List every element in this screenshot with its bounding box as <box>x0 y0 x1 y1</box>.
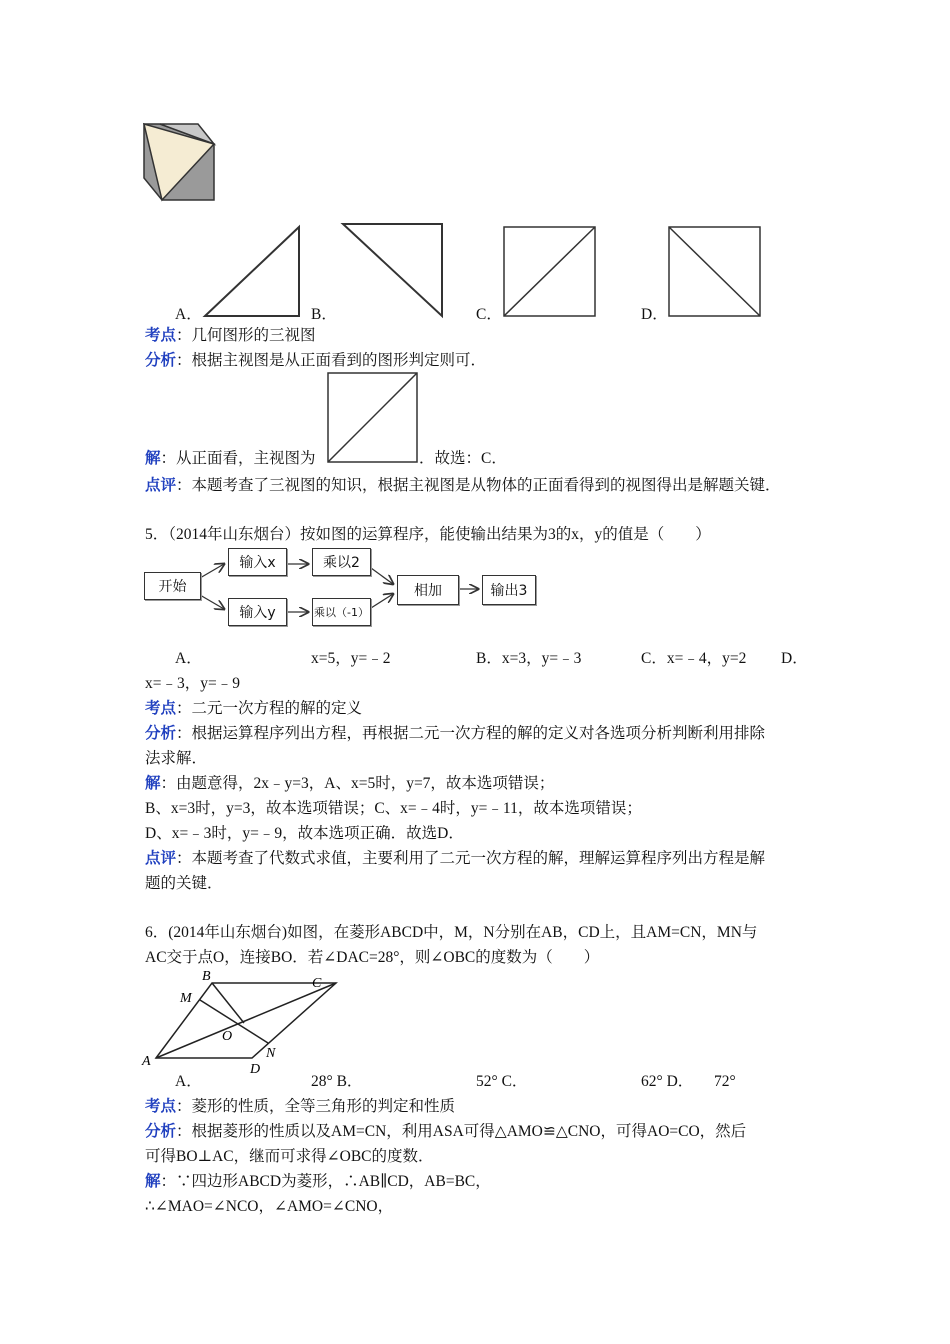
q6-option-b: 52° C． <box>476 1073 528 1090</box>
dianping-text: ：本题考查了三视图的知识，根据主视图是从物体的正面看得到的视图得出是解题关键． <box>176 477 781 494</box>
fenxi-text: ：根据主视图是从正面看到的图形判定则可． <box>176 352 487 369</box>
q4-option-c-label: C． <box>476 306 502 323</box>
kaodian-text: ：二元一次方程的解的定义 <box>176 700 363 717</box>
flow-multiply-2: 乘以2 <box>312 548 371 576</box>
dianping-label: 点评 <box>145 477 177 494</box>
q5-dianping-cont: 题的关键． <box>145 875 223 892</box>
q5-jie-line2: B、x=3时，y=3，故本选项错误；C、x=﹣4时，y=﹣11，故本选项错误； <box>145 800 642 817</box>
flow-start: 开始 <box>144 572 201 600</box>
q4-option-b-label: B． <box>311 306 337 323</box>
q5-option-a-label: A． <box>175 650 202 667</box>
kaodian-label: 考点 <box>145 327 177 344</box>
q5-fenxi <box>145 723 765 745</box>
point-b-label: B <box>202 969 211 984</box>
kaodian-label: 考点 <box>145 700 177 717</box>
kaodian-text: ：几何图形的三视图 <box>176 327 316 344</box>
q6-fenxi <box>145 1121 746 1143</box>
q6-fenxi-cont: 可得BO⊥AC，继而可求得∠OBC的度数． <box>145 1148 434 1165</box>
jie-text: ：∵四边形ABCD为菱形，∴AB∥CD，AB=BC， <box>160 1173 491 1190</box>
q4-option-d-label: D． <box>641 306 668 323</box>
flow-input-x: 输入x <box>228 548 287 576</box>
q4-option-a-label: A． <box>175 306 202 323</box>
q6-kaodian <box>145 1096 455 1118</box>
q6-option-a-label: A． <box>175 1073 202 1090</box>
q6-option-d: 72° <box>714 1073 736 1090</box>
point-d-label: D <box>250 1062 261 1077</box>
point-a-label: A <box>142 1054 151 1069</box>
fenxi-label: 分析 <box>145 725 177 742</box>
fenxi-label: 分析 <box>145 1123 177 1140</box>
jie-label: 解 <box>145 775 161 792</box>
q6-jie-line2: ∴∠MAO=∠NCO，∠AMO=∠CNO， <box>145 1198 394 1215</box>
dianping-label: 点评 <box>145 850 177 867</box>
dianping-text: ：本题考查了代数式求值，主要利用了二元一次方程的解，理解运算程序列出方程是解 <box>176 850 766 867</box>
jie-text-end: ．故选：C． <box>419 450 507 467</box>
jie-text: ：从正面看，主视图为 <box>160 450 316 467</box>
flow-output: 输出3 <box>482 575 536 605</box>
q5-stem: 5．（2014年山东烟台）按如图的运算程序，能使输出结果为3的x，y的值是（ ） <box>145 526 711 543</box>
q5-option-c: C．x=﹣4，y=2 <box>641 650 747 667</box>
q6-jie <box>145 1171 491 1193</box>
jie-text: ：由题意得，2x﹣y=3，A、x=5时，y=7，故本选项错误； <box>160 775 555 792</box>
point-m-label: M <box>180 991 192 1006</box>
q6-stem-line2: AC交于点O，连接BO．若∠DAC=28°，则∠OBC的度数为（ ） <box>145 949 600 966</box>
kaodian-text: ：菱形的性质，全等三角形的判定和性质 <box>176 1098 456 1115</box>
flow-multiply-neg1: 乘以（-1） <box>312 598 371 626</box>
q5-fenxi-cont: 法求解． <box>145 750 208 767</box>
fenxi-text: ：根据运算程序列出方程，再根据二元一次方程的解的定义对各选项分析判断利用排除 <box>176 725 766 742</box>
flow-add: 相加 <box>397 575 459 605</box>
q5-option-b: B．x=3，y=﹣3 <box>476 650 582 667</box>
jie-label: 解 <box>145 1173 161 1190</box>
kaodian-label: 考点 <box>145 1098 177 1115</box>
q6-option-c: 62° D． <box>641 1073 694 1090</box>
rhombus-figure <box>140 965 340 1077</box>
point-c-label: C <box>312 976 322 991</box>
point-o-label: O <box>222 1029 233 1044</box>
jie-label: 解 <box>145 450 161 467</box>
flow-input-y: 输入y <box>228 598 287 626</box>
q5-option-d: x=﹣3，y=﹣9 <box>145 675 240 692</box>
point-n-label: N <box>266 1046 276 1061</box>
q5-option-a: x=5，y=﹣2 <box>311 650 391 667</box>
q6-stem-line1: 6．(2014年山东烟台)如图，在菱形ABCD中，M，N分别在AB，CD上，且AM=CN，MN与 <box>145 924 758 941</box>
q6-option-a: 28° B． <box>311 1073 363 1090</box>
q5-jie-line3: D、x=﹣3时，y=﹣9，故本选项正确．故选D． <box>145 825 464 842</box>
q5-dianping <box>145 848 765 870</box>
fenxi-text: ：根据菱形的性质以及AM=CN，利用ASA可得△AMO≌△CNO，可得AO=CO，然后 <box>176 1123 747 1140</box>
fenxi-label: 分析 <box>145 352 177 369</box>
q5-option-d-label: D． <box>781 650 808 667</box>
q5-kaodian <box>145 698 362 720</box>
q5-jie <box>145 773 554 795</box>
